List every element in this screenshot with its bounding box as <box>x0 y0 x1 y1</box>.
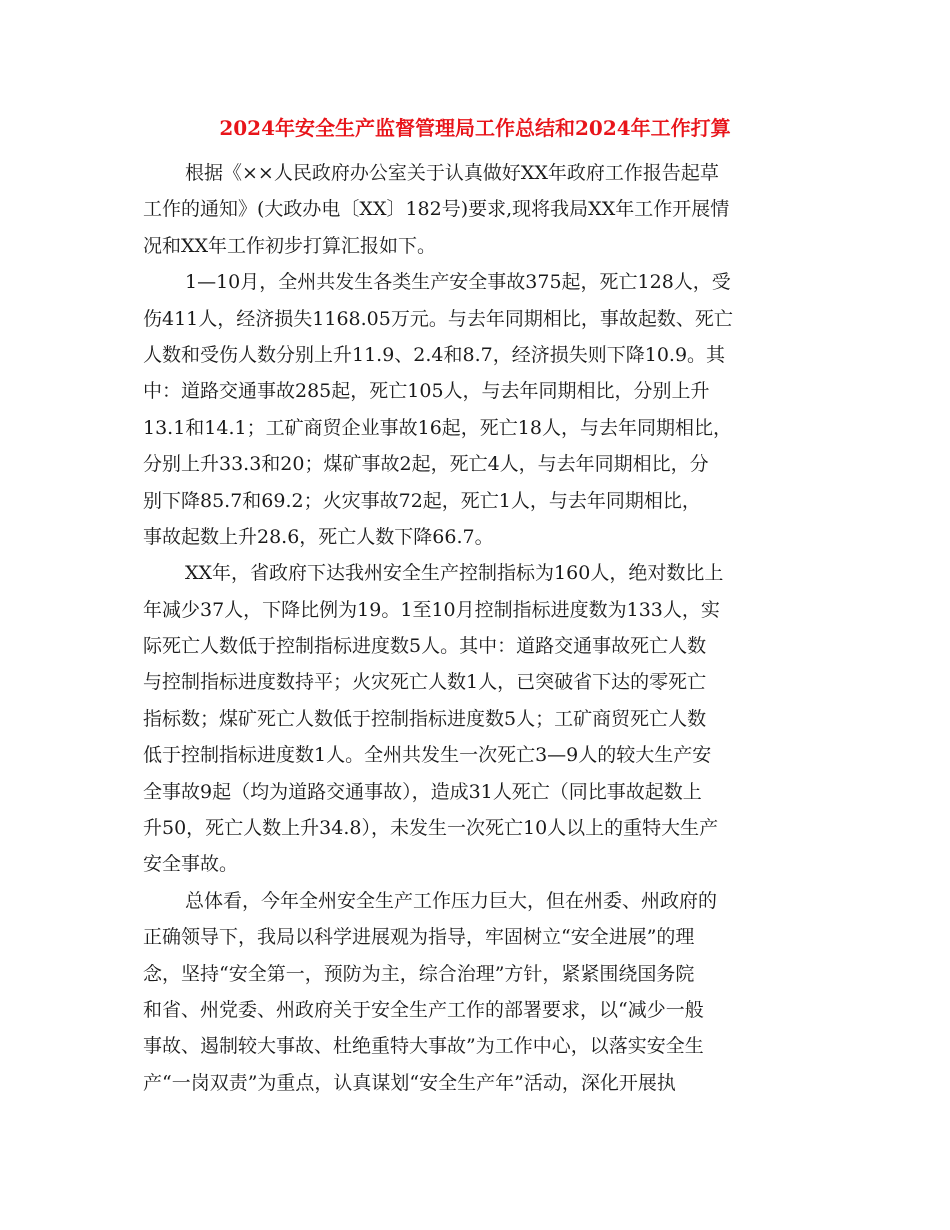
text-line: XX年，省政府下达我州安全生产控制指标为160人，绝对数比上 <box>185 562 724 585</box>
text-line: 中：道路交通事故285起，死亡105人，与去年同期相比，分别上升 <box>143 380 710 403</box>
text-line: 际死亡人数低于控制指标进度数5人。其中：道路交通事故死亡人数 <box>143 635 707 658</box>
text-line: 年减少37人，下降比例为19。1至10月控制指标进度数为133人，实 <box>143 598 720 621</box>
text-line: 安全事故。 <box>143 853 239 876</box>
text-line: 产“一岗双责”为重点，认真谋划“安全生产年”活动，深化开展执 <box>143 1071 676 1094</box>
text-line: 1—10月，全州共发生各类生产安全事故375起，死亡128人，受 <box>185 271 731 294</box>
text-line: 根据《××人民政府办公室关于认真做好XX年政府工作报告起草 <box>185 162 719 184</box>
text-line: 与控制指标进度数持平；火灾死亡人数1人，已突破省下达的零死亡 <box>143 671 707 694</box>
paragraph-overall-assessment <box>143 883 813 1101</box>
text-line: 念，坚持“安全第一，预防为主，综合治理”方针，紧紧围绕国务院 <box>143 962 695 985</box>
text-line: 分别上升33.3和20；煤矿事故2起，死亡4人，与去年同期相比，分 <box>143 453 709 476</box>
text-line: 况和XX年工作初步打算汇报如下。 <box>143 234 437 257</box>
text-line: 别下降85.7和69.2；火灾事故72起，死亡1人，与去年同期相比， <box>143 489 701 512</box>
text-line: 人数和受伤人数分别上升11.9、2.4和8.7，经济损失则下降10.9。其 <box>143 343 726 366</box>
document-title: 2024年安全生产监督管理局工作总结和2024年工作打算 <box>219 116 731 140</box>
text-line: 低于控制指标进度数1人。全州共发生一次死亡3—9人的较大生产安 <box>143 744 712 767</box>
text-line: 13.1和14.1；工矿商贸企业事故16起，死亡18人，与去年同期相比， <box>143 416 732 439</box>
document-body <box>143 155 813 1101</box>
text-line: 事故、遏制较大事故、杜绝重特大事故”为工作中心，以落实安全生 <box>143 1035 704 1058</box>
text-line: 全事故9起（均为道路交通事故），造成31人死亡（同比事故起数上 <box>143 780 702 803</box>
text-line: 和省、州党委、州政府关于安全生产工作的部署要求，以“减少一般 <box>143 998 704 1021</box>
text-line: 伤411人，经济损失1168.05万元。与去年同期相比，事故起数、死亡 <box>143 307 733 330</box>
paragraph-control-indicators <box>143 555 813 883</box>
text-line: 事故起数上升28.6，死亡人数下降66.7。 <box>143 525 494 548</box>
text-line: 升50，死亡人数上升34.8），未发生一次死亡10人以上的重特大生产 <box>143 817 719 840</box>
text-line: 指标数；煤矿死亡人数低于控制指标进度数5人；工矿商贸死亡人数 <box>143 707 707 730</box>
paragraph-intro <box>143 155 813 264</box>
paragraph-accident-statistics <box>143 264 813 555</box>
text-line: 总体看，今年全州安全生产工作压力巨大，但在州委、州政府的 <box>185 889 718 912</box>
text-line: 正确领导下，我局以科学进展观为指导，牢固树立“安全进展”的理 <box>143 926 695 949</box>
text-line: 工作的通知》(大政办电〔XX〕182号)要求,现将我局XX年工作开展情 <box>143 198 730 221</box>
